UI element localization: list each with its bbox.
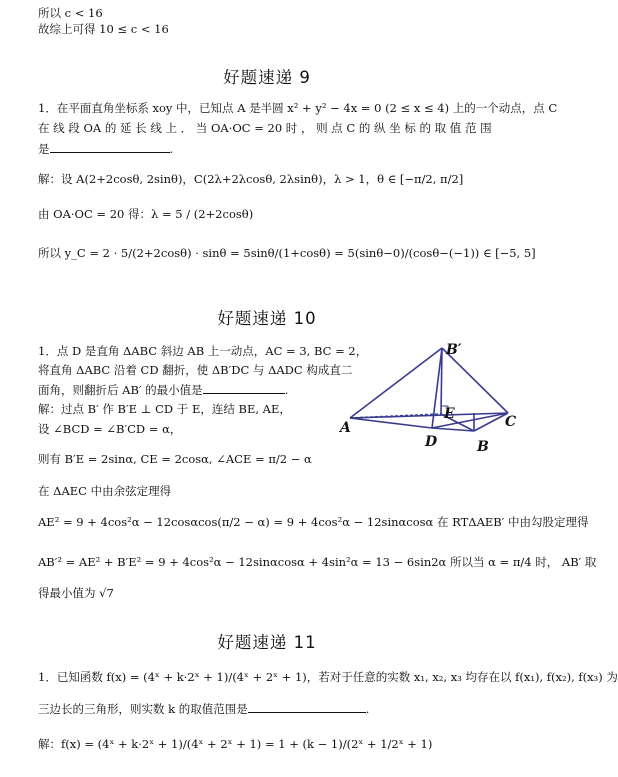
problem-text: 三边长的三角形，则实数 k 的取值范围是 (38, 702, 248, 716)
vertex-label-e: E (444, 406, 455, 422)
problem-line: 将直角 ΔABC 沿着 CD 翻折，使 ΔB′DC 与 ΔADC 构成直二 (38, 363, 353, 377)
problem-text: 面角，则翻折后 AB′ 的最小值是 (38, 383, 203, 397)
problem-line: 1．已知函数 f(x) = (4ˣ + k·2ˣ + 1)/(4ˣ + 2ˣ + 1)，若对于任意的实数 x₁, x₂, x₃ 均存在以 f(x₁), f(x₂), f(x₃) 为 (38, 670, 618, 684)
problem-text: 是 (38, 142, 50, 156)
problem-line: 1．点 D 是直角 ΔABC 斜边 AB 上一动点，AC = 3, BC = 2， (38, 344, 368, 358)
solution-line: 解：f(x) = (4ˣ + k·2ˣ + 1)/(4ˣ + 2ˣ + 1) = 1 + (k − 1)/(2ˣ + 1/2ˣ + 1) (38, 737, 433, 751)
solution-line: 得最小值为 √7 (38, 586, 114, 600)
problem-line: 1．在平面直角坐标系 xoy 中，已知点 A 是半圆 x² + y² − 4x = 0 (2 ≤ x ≤ 4) 上的一个动点，点 C (38, 101, 558, 115)
text-line: 所以 c < 16 (38, 6, 103, 20)
vertex-label-a: A (340, 420, 351, 436)
solution-line: 解：设 A(2+2cosθ, 2sinθ)，C(2λ+2λcosθ, 2λsinθ)，λ > 1，θ ∈ [−π/2, π/2] (38, 172, 464, 186)
answer-blank[interactable] (50, 141, 170, 153)
text-line: 故综上可得 10 ≤ c < 16 (38, 22, 169, 36)
solution-line: AE² = 9 + 4cos²α − 12cosαcos(π/2 − α) = 9 + 4cos²α − 12sinαcosα 在 RTΔAEB′ 中由勾股定理得 (38, 515, 589, 529)
answer-blank[interactable] (203, 382, 285, 394)
folding-triangle-figure (340, 338, 520, 466)
problem-line (38, 701, 369, 717)
solution-line: 解：过点 B′ 作 B′E ⊥ CD 于 E，连结 BE, AE， (38, 402, 291, 416)
problem-text: . (169, 142, 174, 156)
vertex-label-c: C (505, 414, 517, 430)
solution-line: AB′² = AE² + B′E² = 9 + 4cos²α − 12sinαcosα + 4sin²α = 13 − 6sin2α 所以当 α = π/4 时， AB′ 取 (38, 555, 597, 569)
solution-line: 设 ∠BCD = ∠B′CD = α， (38, 422, 182, 436)
vertex-label-d: D (425, 434, 438, 450)
answer-blank[interactable] (248, 701, 366, 713)
solution-line: 由 OA·OC = 20 得：λ = 5 / (2+2cosθ) (38, 207, 254, 221)
solution-line: 则有 B′E = 2sinα, CE = 2cosα, ∠ACE = π/2 − α (38, 452, 312, 466)
vertex-label-b: B (477, 439, 489, 455)
vertex-label-b-prime: B′ (446, 342, 462, 358)
problem-line: 在 线 段 OA 的 延 长 线 上 ． 当 OA·OC = 20 时 ， 则 点 C 的 纵 坐 标 的 取 值 范 围 (38, 121, 492, 135)
section-title-10: 好题速递 10 (217, 309, 317, 328)
section-title-11: 好题速递 11 (217, 633, 317, 652)
section-title-9: 好题速递 9 (223, 68, 311, 87)
problem-line (38, 141, 173, 157)
problem-text: . (365, 702, 370, 716)
problem-line (38, 382, 288, 398)
figure-lines (350, 348, 508, 431)
solution-line: 在 ΔAEC 中由余弦定理得 (38, 484, 172, 498)
solution-line: 所以 y_C = 2 · 5/(2+2cosθ) · sinθ = 5sinθ/(1+cosθ) = 5(sinθ−0)/(cosθ−(−1)) ∈ [−5, 5] (38, 246, 536, 260)
problem-text: . (284, 383, 289, 397)
